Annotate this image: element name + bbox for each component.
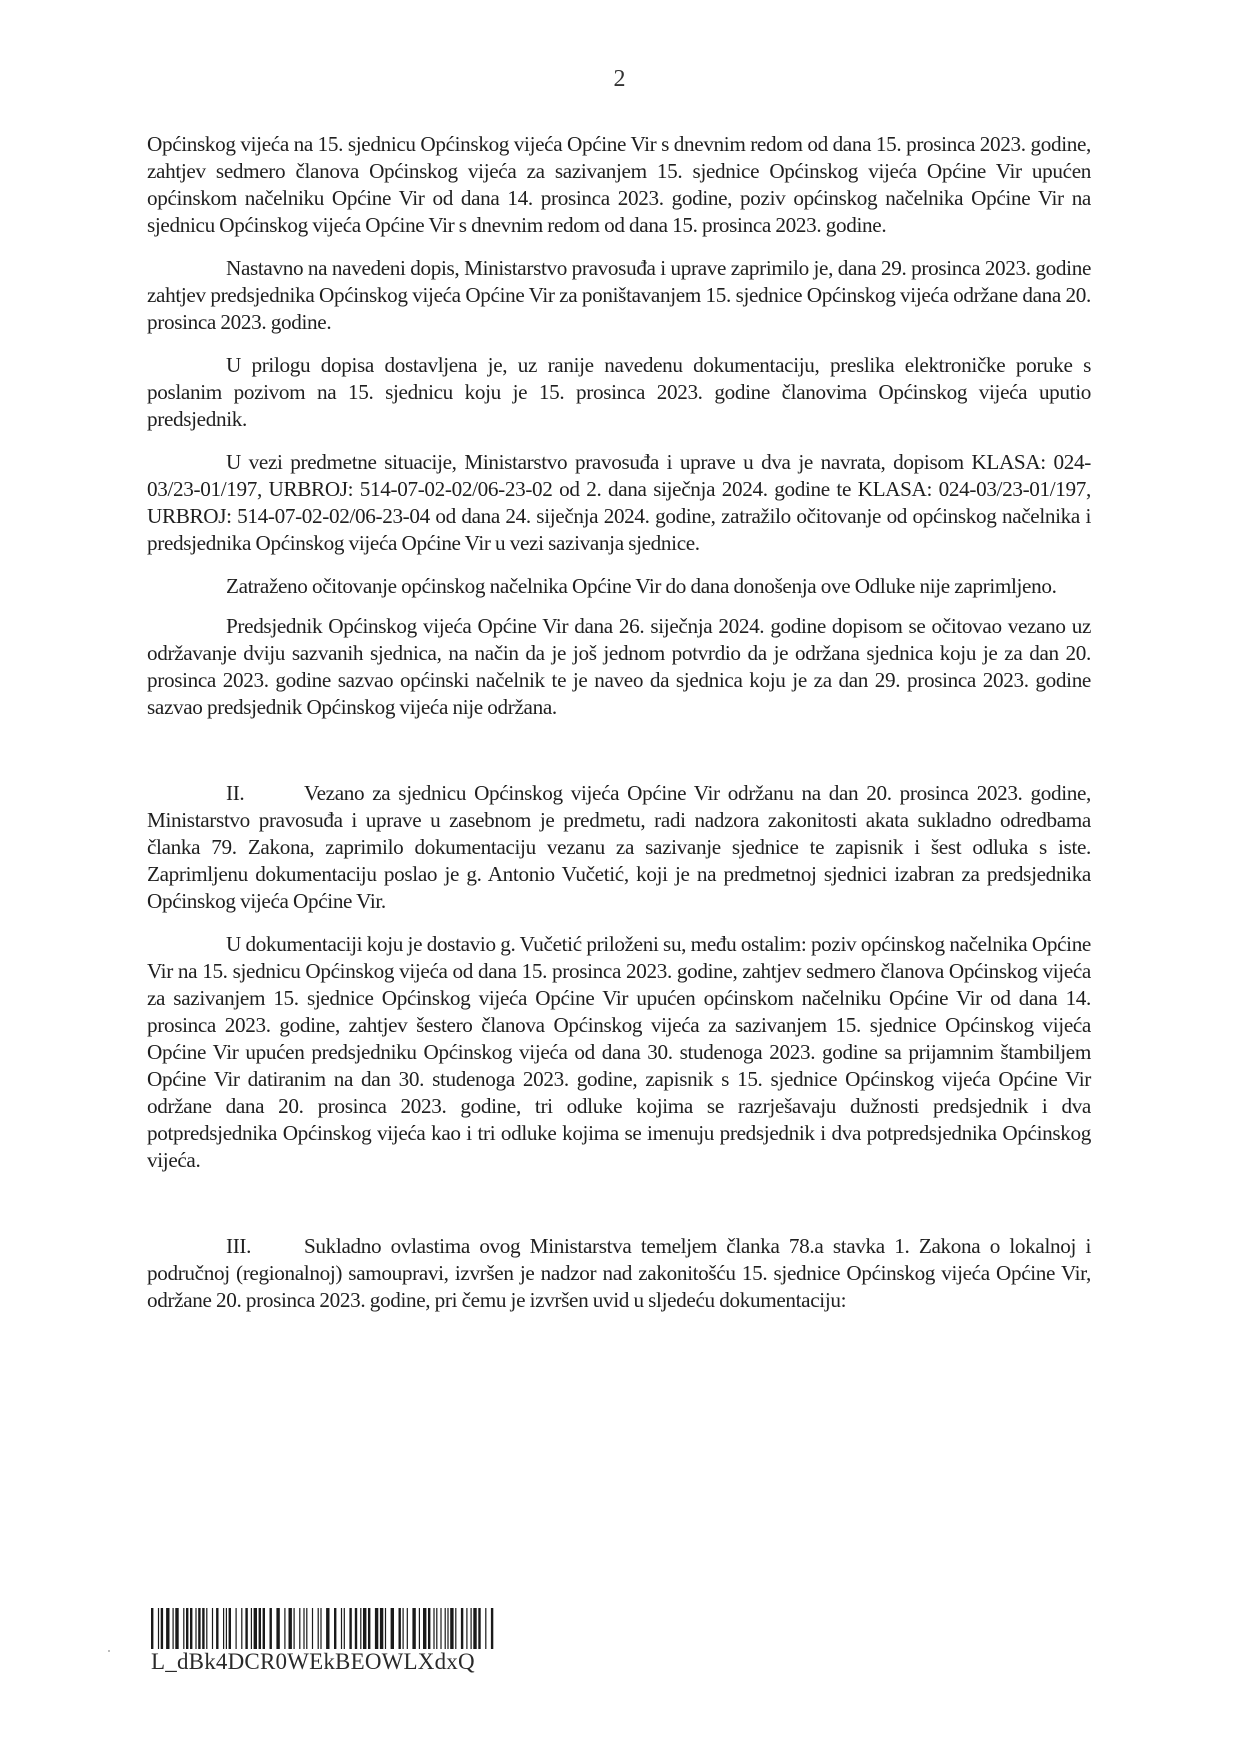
barcode-bar (183, 1608, 184, 1649)
barcode-bar (428, 1608, 430, 1649)
barcode-bar (161, 1608, 163, 1649)
barcode-bar (491, 1608, 493, 1649)
barcode-icon (151, 1608, 497, 1649)
barcode-bar (433, 1608, 434, 1649)
barcode-bar (341, 1608, 342, 1649)
paragraph-president-response: Predsjednik Općinskog vijeća Općine Vir dana 26. siječnja 2024. godine dopisom se očitovao vezano uz održavanje dviju sazvanih sjednica, na način da je još jednom potvrdio da je održana sjednica koju je za dan 20. prosinca 2023. godine sazvao općinski načelnik te je naveo da sjednica koju je za dan 29. prosinca 2023. godine sazvao predsjednik Općinskog vijeća nije održana. (147, 614, 1091, 719)
paragraph-email-attachment: U prilogu dopisa dostavljena je, uz ranije navedenu dokumentaciju, preslika elektroničke poruke s poslanim pozivom na 15. sjednicu koju je 15. prosinca 2023. godine članovima Općinskog vijeća uputio predsjednik. (147, 353, 1091, 431)
barcode-code: L_dBk4DCR0WEkBEOWLXdxQ (151, 1649, 475, 1674)
barcode-bar (466, 1608, 467, 1649)
barcode-bar (399, 1608, 401, 1649)
barcode-bar (223, 1608, 224, 1649)
barcode-bar (407, 1608, 408, 1649)
barcode-bar (440, 1608, 441, 1649)
barcode-bar (186, 1608, 188, 1649)
barcode-bar (455, 1608, 456, 1649)
section-ii-text: Vezano za sjednicu Općinskog vijeća Općine Vir održanu na dan 20. prosinca 2023. godine, Ministarstvo pravosuđa i uprave u zasebnom je predmetu, radi nadzora zakonitosti akata sukladno odredbama članka 79. Zakona, zaprimilo dokumentaciju vezanu za sazivanje sjednice te zapisnik i šest odluka s iste. Zaprimljenu dokumentaciju poslao je g. Antonio Vučetić, koji je na predmetnoj sjednici izabran za predsjednika Općinskog vijeća Općine Vir. (147, 781, 1091, 913)
barcode-bar (412, 1608, 415, 1649)
barcode-bar (403, 1608, 404, 1649)
barcode-bar (198, 1608, 200, 1649)
barcode-bar (270, 1608, 272, 1649)
barcode-bar (166, 1608, 169, 1649)
scan-speck (108, 1650, 110, 1652)
paragraph-ministry-requests: U vezi predmetne situacije, Ministarstvo pravosuđa i uprave u dva je navrata, dopisom KLASA: 024-03/23-01/197, URBROJ: 514-07-02-02/06-23-02 od 2. dana siječnja 2024. godine te KLASA: 024-03/23-01/197, URBROJ: 514-07-02-02/06-23-04 od dana 24. siječnja 2024. godine, zatražilo očitovanje od općinskog načelnika i predsjednika Općinskog vijeća Općine Vir u vezi sazivanja sjednice. (147, 450, 1091, 555)
barcode-bar (202, 1608, 204, 1649)
paragraph-no-response: Zatraženo očitovanje općinskog načelnika Općine Vir do dana donošenja ove Odluke nije zaprimljeno. (226, 574, 1057, 598)
barcode-bar (212, 1608, 213, 1649)
barcode-bar (312, 1608, 313, 1649)
barcode-block (151, 1608, 501, 1675)
section-ii-paragraph (147, 780, 1091, 915)
barcode-bar (423, 1608, 426, 1649)
barcode-bar (320, 1608, 321, 1649)
barcode-bar (254, 1608, 257, 1649)
barcode-bar (158, 1608, 159, 1649)
barcode-bar (175, 1608, 178, 1649)
barcode-bar (216, 1608, 218, 1649)
barcode-bar (226, 1608, 227, 1649)
barcode-bar (391, 1608, 394, 1649)
barcode-bar (263, 1608, 265, 1649)
section-number-iii: III. (226, 1234, 252, 1258)
barcode-bar (334, 1608, 336, 1649)
barcode-bar (284, 1608, 285, 1649)
barcode-bar (349, 1608, 351, 1649)
section-number-ii: II. (226, 781, 245, 805)
barcode-bar (344, 1608, 345, 1649)
barcode-bar (195, 1608, 196, 1649)
barcode-bar (471, 1608, 472, 1649)
barcode-bar (485, 1608, 486, 1649)
barcode-bar (276, 1608, 279, 1649)
document-body (147, 131, 1091, 1314)
barcode-bar (326, 1608, 329, 1649)
paragraph-documentation-list: U dokumentaciji koju je dostavio g. Vučetić priloženi su, među ostalim: poziv općinskog načelnika Općine Vir na 15. sjednicu Općinskog vijeća od dana 15. prosinca 2023. godine, zahtjev sedmero članova Općinskog vijeća za sazivanjem 15. sjednice Općinskog vijeća Općine Vir upućen općinskom načelniku Općine Vir od dana 14. prosinca 2023. godine, zahtjev šestero članova Općinskog vijeća za sazivanjem 15. sjednice Općinskog vijeća Općine Vir upućen predsjedniku Općinskog vijeća od dana 30. studenoga 2023. godine sa prijamnim štambiljem Općine Vir datiranim na dan 30. studenoga 2023. godine, zapisnik s 15. sjednice Općinskog vijeća Općine Vir održane dana 20. prosinca 2023. godine, tri odluke kojima se razrješavaju dužnosti predsjednik i dva potpredsjednika Općinskog vijeća kao i tri odluke kojima se imenuju predsjednik i dva potpredsjednika Općinskog vijeća. (147, 932, 1091, 1172)
barcode-bar (206, 1608, 207, 1649)
barcode-bar (385, 1608, 386, 1649)
barcode-bar (318, 1608, 319, 1649)
barcode-bar (306, 1608, 307, 1649)
barcode-bar (236, 1608, 237, 1649)
barcode-bar (473, 1608, 476, 1649)
section-iii-paragraph (147, 1233, 1091, 1314)
barcode-bar (190, 1608, 192, 1649)
paragraph-request-annulment: Nastavno na navedeni dopis, Ministarstvo pravosuđa i uprave zaprimilo je, dana 29. prosinca 2023. godine zahtjev predsjednika Općinskog vijeća Općine Vir za poništavanjem 15. sjednice Općinskog vijeća održane dana 20. prosinca 2023. godine. (147, 256, 1091, 334)
barcode-bar (299, 1608, 300, 1649)
section-iii-text: Sukladno ovlastima ovog Ministarstva temeljem članka 78.a stavka 1. Zakona o lokalnoj i područnoj (regionalnoj) samoupravi, izvršen je nadzor nad zakonitošću 15. sjednice Općinskog vijeća Općine Vir, održane 20. prosinca 2023. godine, pri čemu je izvršen uvid u sljedeću dokumentaciju: (147, 1234, 1091, 1312)
barcode-bar (245, 1608, 247, 1649)
barcode-bar (461, 1608, 463, 1649)
barcode-bar (436, 1608, 437, 1649)
barcode-bar (289, 1608, 292, 1649)
barcode-bar (355, 1608, 357, 1649)
barcode-bar (173, 1608, 174, 1649)
barcode-bar (259, 1608, 261, 1649)
barcode-bar (375, 1608, 378, 1649)
barcode-bar (229, 1608, 231, 1649)
barcode-bar (447, 1608, 448, 1649)
barcode-bar (445, 1608, 446, 1649)
barcode-bar (419, 1608, 420, 1649)
page-number: 2 (613, 66, 626, 92)
barcode-bar (380, 1608, 383, 1649)
barcode-bar (363, 1608, 366, 1649)
barcode-bar (294, 1608, 295, 1649)
barcode-bar (450, 1608, 453, 1649)
barcode-bar (368, 1608, 370, 1649)
barcode-bar (303, 1608, 304, 1649)
barcode-bar (241, 1608, 242, 1649)
barcode-bar (251, 1608, 252, 1649)
paragraph-continuation: Općinskog vijeća na 15. sjednicu Općinskog vijeća Općine Vir s dnevnim redom od dana 15. prosinca 2023. godine, zahtjev sedmero članova Općinskog vijeća za sazivanjem 15. sjednice Općinskog vijeća Općine Vir upućen općinskom načelniku Općine Vir od dana 14. prosinca 2023. godine, poziv općinskog načelnika Općine Vir na sjednicu Općinskog vijeća Općine Vir s dnevnim redom od dana 15. prosinca 2023. godine. (147, 132, 1091, 237)
barcode-bar (478, 1608, 480, 1649)
barcode-bar (360, 1608, 361, 1649)
barcode-bar (151, 1608, 153, 1649)
